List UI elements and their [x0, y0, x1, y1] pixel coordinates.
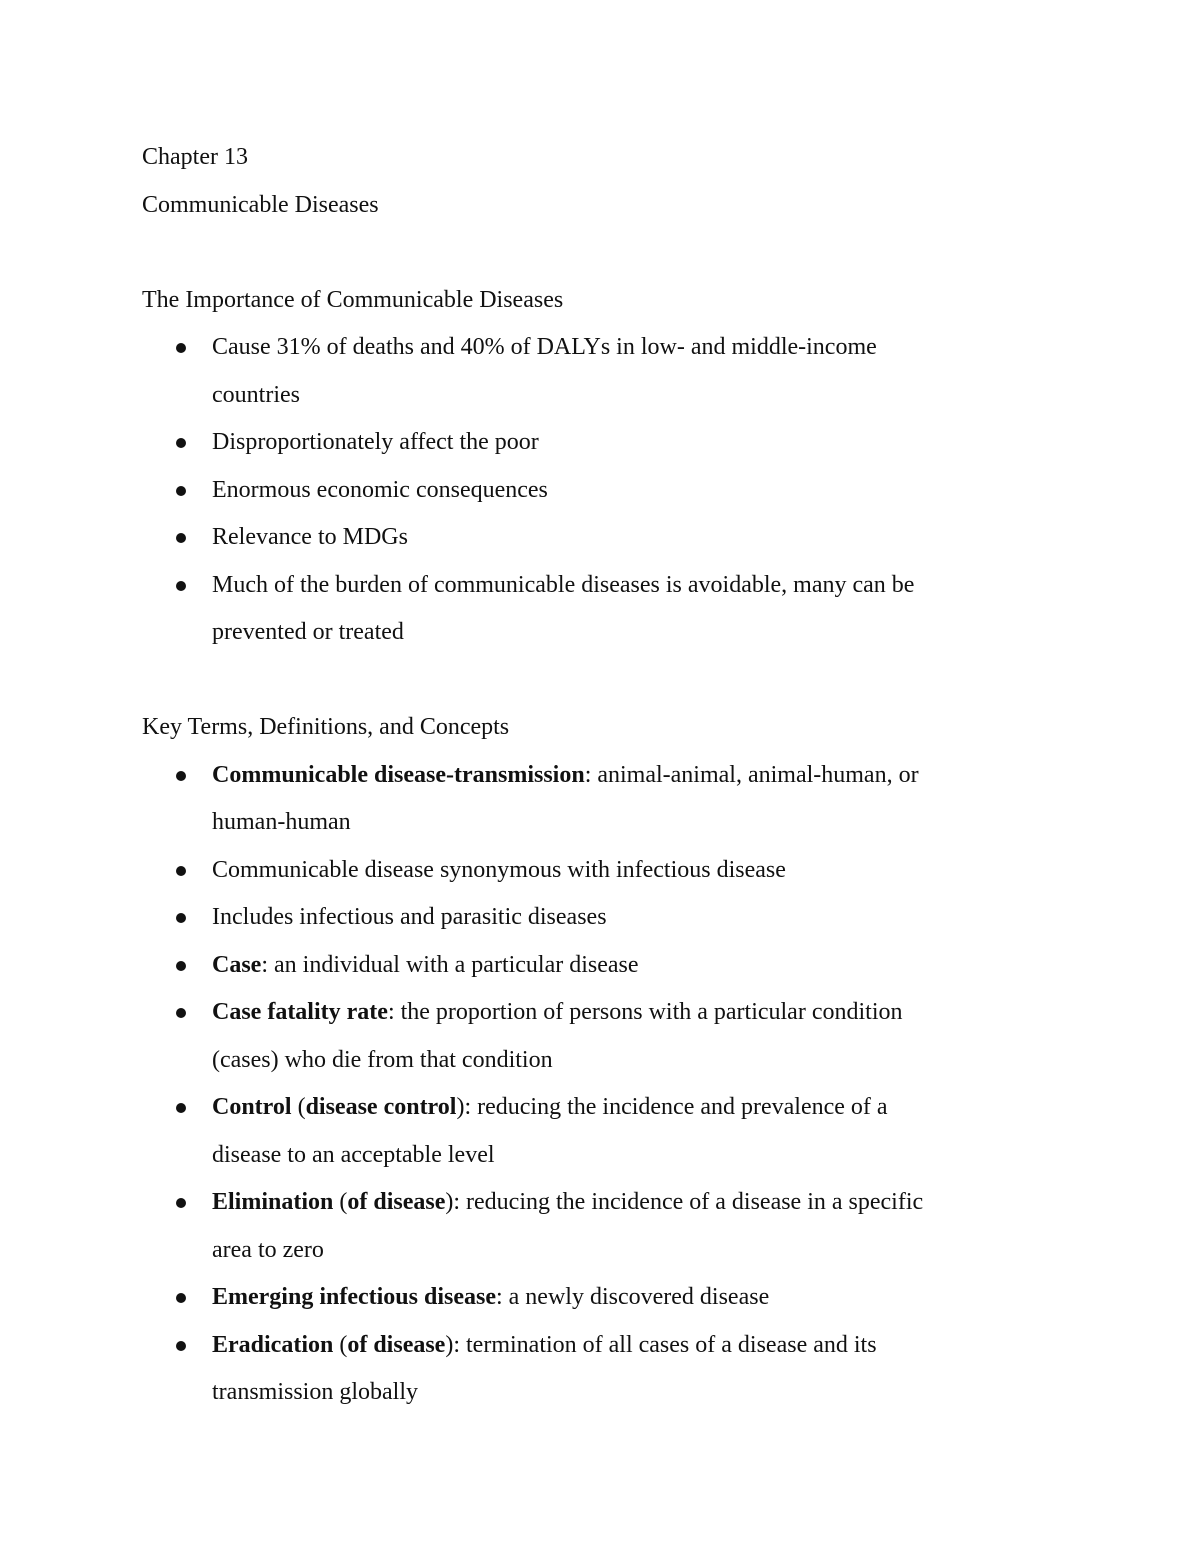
list-item	[142, 847, 1042, 895]
term: Case	[212, 951, 262, 978]
term: Elimination	[212, 1189, 334, 1215]
definition: : a newly discovered disease	[495, 1284, 770, 1310]
definition: : reducing the incidence and prevalence of a disease to an acceptable level	[212, 1094, 888, 1168]
section-heading-importance: The Importance of Communicable Diseases	[142, 286, 564, 313]
bullet-icon	[176, 533, 186, 543]
list-item-text: Enormous economic consequences	[212, 476, 548, 503]
list-item-text: Includes infectious and parasitic diseases	[212, 904, 607, 930]
list-item-text: Cause 31% of deaths and 40% of DALYs in low- and middle-income countries	[212, 334, 877, 408]
bullet-icon	[176, 581, 186, 591]
key-terms-list	[142, 752, 1042, 1417]
bullet-icon	[176, 961, 186, 971]
list-item-text: Communicable disease synonymous with infectious disease	[212, 856, 786, 883]
definition: : reducing the incidence of a disease in a specific area to zero	[212, 1189, 924, 1263]
bullet-icon	[176, 1103, 186, 1113]
chapter-number: Chapter 13	[142, 144, 248, 170]
bullet-icon	[176, 438, 186, 448]
term: Case fatality rate	[212, 999, 388, 1025]
list-item	[142, 324, 1042, 419]
list-item	[142, 419, 1042, 467]
list-item	[142, 562, 1042, 657]
list-item	[142, 467, 1042, 515]
term: Emerging infectious disease	[212, 1284, 496, 1310]
spacer	[142, 229, 1042, 277]
definition: : an individual with a particular disease	[261, 951, 639, 978]
definition: : animal-animal, animal-human, or human-human	[212, 761, 919, 835]
spacer	[142, 657, 1042, 705]
list-item	[142, 514, 1042, 562]
term-qualifier: of disease	[347, 1331, 446, 1358]
list-item	[142, 989, 1042, 1084]
list-item-text: Relevance to MDGs	[212, 524, 408, 550]
term-qualifier: disease control	[305, 1094, 457, 1120]
list-item-text: Much of the burden of communicable diseases is avoidable, many can be prevented or treated	[212, 571, 915, 645]
term-qualifier: of disease	[347, 1189, 446, 1215]
term: Control	[212, 1094, 292, 1120]
definition: : termination of all cases of a disease and its transmission globally	[212, 1331, 877, 1405]
bullet-icon	[176, 1341, 186, 1351]
bullet-icon	[176, 866, 186, 876]
section-heading-key-terms: Key Terms, Definitions, and Concepts	[142, 714, 510, 740]
bullet-icon	[176, 343, 186, 353]
term: Communicable disease-transmission	[212, 761, 585, 788]
list-item	[142, 942, 1042, 990]
document-content	[142, 134, 1042, 1417]
list-item	[142, 1274, 1042, 1322]
chapter-title: Communicable Diseases	[142, 191, 379, 218]
list-item: Elimination (of disease): reducing the incidence of a disease in a specific area to zero	[142, 1179, 1042, 1274]
bullet-icon	[176, 1008, 186, 1018]
list-item	[142, 894, 1042, 942]
list-item-text: Disproportionately affect the poor	[212, 429, 539, 455]
definition: : the proportion of persons with a particular condition (cases) who die from that condition	[212, 999, 903, 1073]
bullet-icon	[176, 486, 186, 496]
bullet-icon	[176, 1198, 186, 1208]
bullet-icon	[176, 1293, 186, 1303]
importance-list	[142, 324, 1042, 657]
list-item: Eradication (of disease): termination of all cases of a disease and its transmission globally	[142, 1322, 1042, 1417]
list-item	[142, 752, 1042, 847]
term: Eradication	[212, 1331, 334, 1358]
bullet-icon	[176, 913, 186, 923]
bullet-icon	[176, 771, 186, 781]
list-item: Control (disease control): reducing the incidence and prevalence of a disease to an acceptable level	[142, 1084, 1042, 1179]
